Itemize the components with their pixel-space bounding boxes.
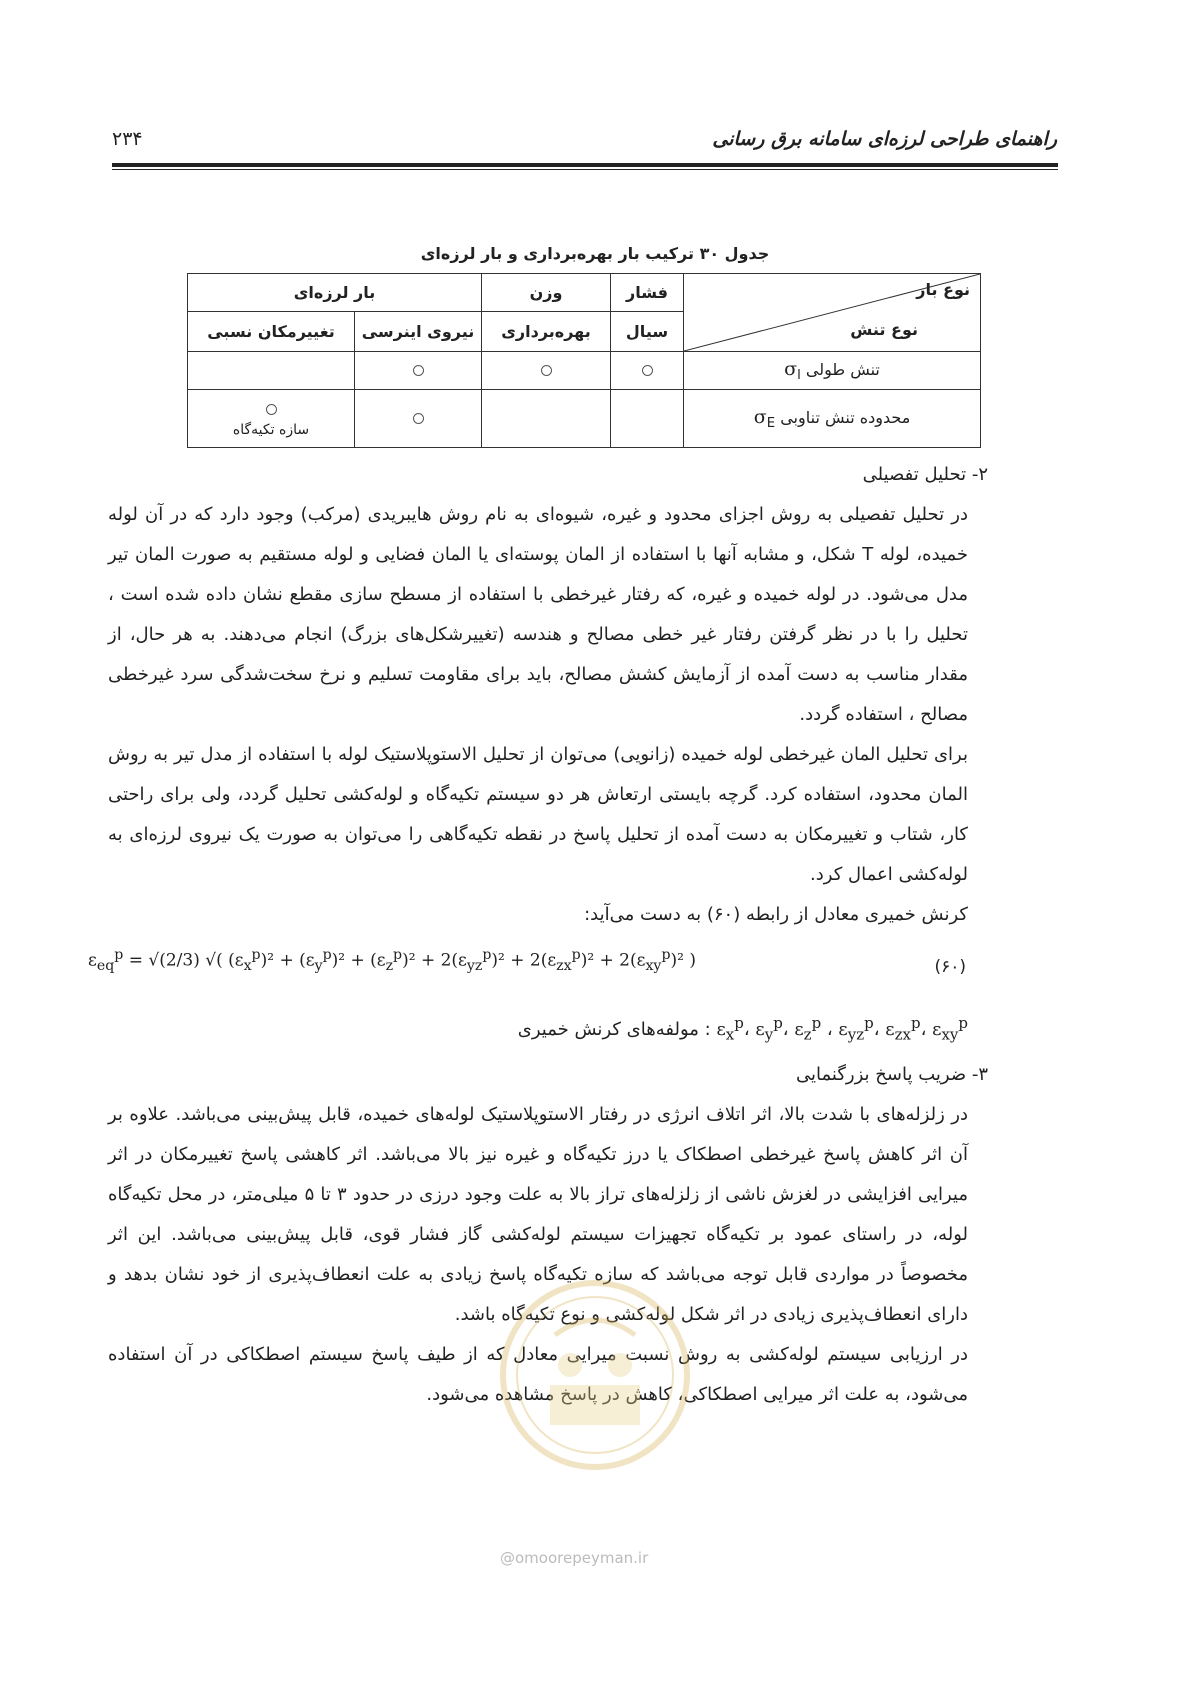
row-label-cyclic: محدوده تنش تناوبی $\sigma_E$ [684, 390, 981, 448]
circle-mark-icon [413, 413, 424, 424]
strain-components-line: $\varepsilon_x^p،$ $\varepsilon_y^p،$ $\varepsilon_z^p$ ، $\varepsilon_{yz}^p،$ $\varepsilon_{zx}^p،$ $\varepsilon_{xy}^p$ : مولفه‌های کرنش خمیری [517, 1014, 968, 1044]
header-weight: وزن [482, 274, 611, 312]
paragraph: کرنش خمیری معادل از رابطه (۶۰) به دست می‌آید: [584, 904, 968, 925]
running-title: راهنمای طراحی لرزه‌ای سامانه برق رسانی [712, 128, 1057, 150]
circle-mark-icon [413, 365, 424, 376]
equation-60 [88, 935, 968, 1003]
support-structure-note: سازه تکیه‌گاه [232, 421, 310, 438]
circle-mark-icon [266, 404, 277, 415]
equation-number: (۶۰) [934, 957, 966, 977]
page-number: ۲۳۴ [112, 128, 143, 150]
body-text [88, 455, 988, 1415]
corner-stress-type: نوع تنش [850, 320, 918, 339]
mark-cell [355, 390, 482, 448]
paragraph: برای تحلیل المان غیرخطی لوله خمیده (زانویی) می‌توان از تحلیل الاستوپلاستیک لوله با استفاده از مدل تیر به روش المان محدود، استفاده کرد. گرچه بایستی ارتعاش هر دو سیستم تکیه‌گاه و لوله‌کشی تحلیل گردد، ولی برای راحتی کار، شتاب و تغییرمکان به دست آمده از تحلیل پاسخ در نقطه تکیه‌گاهی را می‌توان به صورت یک نیروی لرزه‌ای به لوله‌کشی اعمال کرد. [108, 744, 968, 885]
paragraph: در زلزله‌های با شدت بالا، اثر اتلاف انرژی در رفتار الاستوپلاستیک لوله‌های خمیده، قابل پیش‌بینی می‌باشد. علاوه بر آن اثر کاهش پاسخ غیرخطی اصطکاک یا درز تکیه‌گاه و غیره نیز بالا می‌باشد. اثر کاهشی پاسخ تغییرمکان در اثر میرایی افزایشی در لغزش ناشی از زلزله‌های تراز بالا به علت وجود درزی در حدود ۳ تا ۵ میلی‌متر، در محل تکیه‌گاه لوله، در راستای عمود بر تکیه‌گاه تجهیزات سیستم لوله‌کشی گاز فشار قوی، قابل پیش‌بینی می‌باشد. این اثر مخصوصاً در مواردی قابل توجه می‌باشد که سازه تکیه‌گاه پاسخ زیادی به علت انعطاف‌پذیری از خود نشان بدهد و دارای انعطاف‌پذیری زیادی در اثر شکل لوله‌کشی و نوع تکیه‌گاه باشد. [108, 1103, 969, 1325]
empty-cell [482, 390, 611, 448]
circle-mark-icon [642, 365, 653, 376]
header-displacement: تغییرمکان نسبی [188, 312, 355, 352]
equivalent-plastic-strain-formula: $\varepsilon_{eq}^p = √(2/3)$ √( $(\varepsilon_x^p)^2 + (\varepsilon_y^p)^2 + (\varepsilon_z^p)^2 + 2(\varepsilon_{yz}^p)^2 + 2(\varepsilon_{zx}^p)^2 + 2(\varepsilon_{xy}^p)^2$ ) [88, 947, 696, 975]
watermark-logo-icon [495, 1275, 695, 1475]
mark-cell [355, 352, 482, 390]
page-header [112, 128, 1057, 158]
table-row [188, 390, 981, 448]
header-seismic: بار لرزه‌ای [188, 274, 482, 312]
table-row [188, 352, 981, 390]
section-heading-detailed-analysis: ۲- تحلیل تفصیلی [862, 464, 988, 485]
circle-mark-icon [541, 365, 552, 376]
empty-cell [188, 352, 355, 390]
load-combination-table [187, 273, 981, 448]
header-pressure-2: سیال [611, 312, 684, 352]
header-rule-thick [112, 163, 1058, 167]
header-pressure: فشار [611, 274, 684, 312]
empty-cell [611, 390, 684, 448]
row-label-longitudinal: تنش طولی $\sigma_l$ [684, 352, 981, 390]
paragraph: در ارزیابی سیستم لوله‌کشی به روش نسبت میرایی معادل که از طیف پاسخ سیستم اصطکاکی در آن استفاده می‌شود، به علت اثر میرایی اصطکاکی، کاهش در پاسخ مشاهده می‌شود. [108, 1343, 968, 1405]
corner-load-type: نوع بار [916, 280, 970, 299]
section-heading-amplification: ۳- ضریب پاسخ بزرگنمایی [796, 1063, 988, 1085]
paragraph: در تحلیل تفصیلی به روش اجزای محدود و غیره، شیوه‌ای به نام روش هایبریدی (مرکب) وجود دارد که در آن لوله خمیده، لوله T شکل، و مشابه آنها با استفاده از المان پوسته‌ای یا المان فضایی و لوله مستقیم به صورت المان تیر مدل می‌شود. در لوله خمیده و غیره، که رفتار غیرخطی با استفاده از مسطح سازی مقطع نشان داده شده است ، تحلیل را با در نظر گرفتن رفتار غیر خطی مصالح و هندسه (تغییرشکل‌های بزرگ) انجام می‌دهند. به هر حال، از مقدار مناسب به دست آمده از آزمایش کشش مصالح، باید برای مقاومت تسلیم و نرخ سخت‌شدگی سرد غیرخطی مصالح ، استفاده گردد. [108, 504, 968, 725]
mark-cell [482, 352, 611, 390]
header-inertia: نیروی اینرسی [355, 312, 482, 352]
header-rule-thin [112, 169, 1058, 170]
table-caption: جدول ۳۰ ترکیب بار بهره‌برداری و بار لرزه‌ای [420, 244, 770, 263]
mark-cell-support [188, 390, 355, 448]
mark-cell [611, 352, 684, 390]
watermark-site: @omoorepeyman.ir [500, 1549, 649, 1567]
header-weight-2: بهره‌برداری [482, 312, 611, 352]
table-corner-cell [684, 274, 981, 352]
